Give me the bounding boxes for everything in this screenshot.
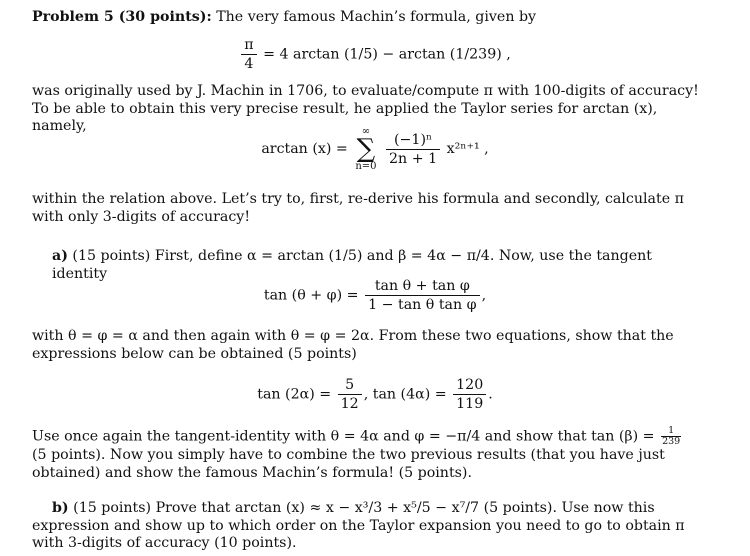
machin-rhs: = 4 arctan (1/5) − arctan (1/239) , [263, 46, 511, 63]
taylor-series-equation [0, 126, 750, 172]
tan-4alpha-value: $\frac{120}{119}$ [453, 377, 486, 412]
part-a-text-3b: (5 points). Now you simply have to combine the two previous results (that you have just obtained) and show the famous Machin’s formula! (5 points). [32, 447, 665, 481]
tangent-lhs: tan (θ + φ) = [263, 287, 359, 304]
part-a-paragraph-3 [32, 426, 700, 482]
problem-intro-text: The very famous Machin’s formula, given by [216, 9, 537, 25]
problem-title: Problem 5 (30 points): [32, 9, 212, 25]
tan-2alpha-label: tan (2α) = [257, 386, 332, 403]
sum-symbol: ∞ ∑ n=0 [355, 126, 377, 172]
double-angle-results: tan (2α) = $\frac{5}{12}$ , tan (4α) = $\frac{120}{119}$ . [257, 377, 493, 412]
tangent-fraction: $\frac{\text{tan θ + tan φ}}{\text{1 − tan θ tan φ}}$ [365, 278, 480, 313]
tangent-identity: tan (θ + φ) = $\frac{\text{tan θ + tan φ}}{\text{1 − tan θ tan φ}}$ , [263, 278, 487, 313]
part-a-paragraph-2: with θ = φ = α and then again with θ = φ = 2α. From these two equations, show that the expressions below can be obtained (5 points) [32, 328, 674, 362]
pi-over-four: $\frac{\pi}{4}$ [241, 37, 256, 72]
history-paragraph: was originally used by J. Machin in 1706, to evaluate/compute π with 100-digits of accuracy! To be able to obtain this very precise result, he applied the Taylor series for arctan (x), namely, [32, 83, 699, 134]
part-a-label: a) [52, 248, 68, 264]
part-a-text-3a: Use once again the tangent-identity with θ = 4α and φ = −π/4 and show that tan (β) = [32, 428, 655, 445]
part-a-text: (15 points) First, define α = arctan (1/5) and β = 4α − π/4. Now, use the tangent identity [52, 248, 652, 282]
tan-4alpha-label: , tan (4α) = [363, 386, 447, 403]
part-b [32, 500, 700, 553]
arctan-lhs: arctan (x) = [261, 141, 348, 157]
part-b-label: b) [52, 500, 69, 516]
problem-intro [32, 9, 700, 27]
tan-beta-value: $\frac{1}{239}$ [662, 425, 681, 447]
series-power: x²ⁿ⁺¹ , [446, 141, 489, 157]
machin-formula [0, 37, 750, 72]
tan-2alpha-value: $\frac{5}{12}$ [338, 377, 362, 412]
goal-paragraph: within the relation above. Let’s try to, first, re-derive his formula and secondly, calculate π with only 3-digits of accuracy! [32, 191, 684, 225]
part-b-text: (15 points) Prove that arctan (x) ≈ x − x³/3 + x⁵/5 − x⁷/7 (5 points). Use now this expression and show up to which order on the Taylor expansion you need to go to obtain π with 3-digits of accuracy (10 points). [32, 500, 685, 551]
series-coefficient: $\frac{\text{(−1)ⁿ}}{2n + 1}$ [386, 132, 440, 167]
